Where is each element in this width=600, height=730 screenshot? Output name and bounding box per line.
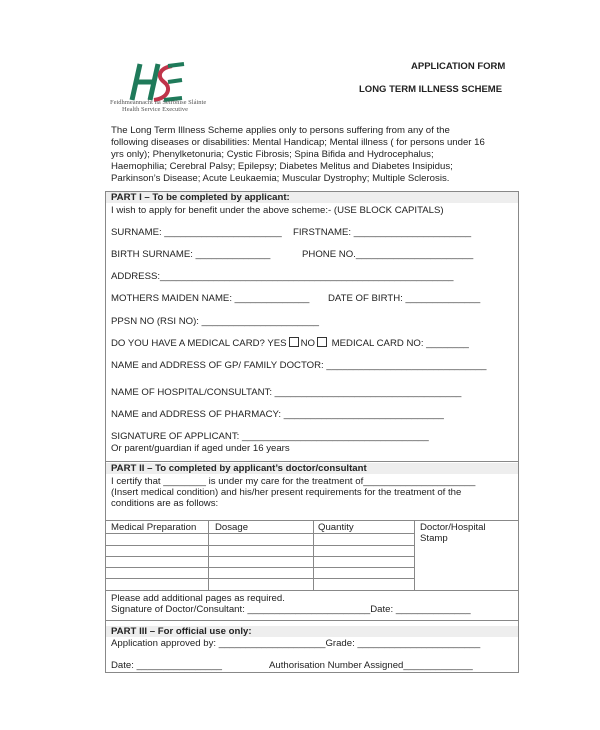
divider — [105, 461, 519, 462]
address-field[interactable]: ADDRESS:_______________________________________________________ — [111, 271, 454, 282]
date-field[interactable]: Date: ________________ — [111, 660, 222, 671]
intro-line: The Long Term Illness Scheme applies only to persons suffering from any of the — [111, 125, 450, 136]
intro-line: Parkinson’s Disease; Acute Leukaemia; Muscular Dystrophy; Multiple Sclerosis. — [111, 173, 450, 184]
intro-line: yrs only); Phenylketonuria; Cystic Fibrosis; Spina Bifida and Hydrocephalus; — [111, 149, 434, 160]
col-medical-preparation: Medical Preparation — [111, 522, 197, 533]
no-checkbox[interactable] — [317, 337, 327, 347]
authorisation-number-field[interactable]: Authorisation Number Assigned_____________ — [269, 660, 473, 671]
hospital-field[interactable]: NAME OF HOSPITAL/CONSULTANT: ___________________________________ — [111, 387, 462, 398]
medical-card-no-field[interactable]: MEDICAL CARD NO: ________ — [331, 338, 469, 349]
form-subtitle: LONG TERM ILLNESS SCHEME — [359, 84, 503, 95]
medical-card-question — [111, 337, 469, 349]
mothers-maiden-name-field[interactable]: MOTHERS MAIDEN NAME: ______________ — [111, 293, 310, 304]
logo-english-text: Health Service Executive — [122, 106, 189, 113]
birth-surname-field[interactable]: BIRTH SURNAME: ______________ — [111, 249, 271, 260]
surname-field[interactable]: SURNAME: ______________________ — [111, 227, 282, 238]
ppsn-field[interactable]: PPSN NO (RSI NO): ______________________ — [111, 316, 319, 327]
medical-card-label: DO YOU HAVE A MEDICAL CARD? YES — [111, 338, 287, 349]
pharmacy-field[interactable]: NAME and ADDRESS OF PHARMACY: ______________________________ — [111, 409, 444, 420]
additional-pages-note: Please add additional pages as required. — [111, 593, 285, 604]
col-quantity: Quantity — [318, 522, 354, 533]
part1-instruction: I wish to apply for benefit under the above scheme:- (USE BLOCK CAPITALS) — [111, 205, 444, 216]
intro-line: following diseases or disabilities: Mental Handicap; Mental illness ( for persons under 16 — [111, 137, 485, 148]
doctor-signature-field[interactable]: Signature of Doctor/Consultant: _______________________Date: ______________ — [111, 604, 471, 615]
certify-line: conditions are as follows: — [111, 498, 219, 509]
no-label: NO — [300, 338, 315, 349]
firstname-field[interactable]: FIRSTNAME: ______________________ — [293, 227, 472, 238]
intro-line: Haemophilia; Cerebral Palsy; Epilepsy; Diabetes Melitus and Diabetes Insipidus; — [111, 161, 453, 172]
phone-field[interactable]: PHONE NO.______________________ — [302, 249, 474, 260]
part2-heading: PART II – To completed by applicant’s doctor/consultant — [111, 463, 367, 474]
dob-field[interactable]: DATE OF BIRTH: ______________ — [328, 293, 481, 304]
part3-heading: PART III – For official use only: — [111, 626, 252, 637]
certify-line[interactable]: I certify that ________ is under my care for the treatment of_____________________ — [111, 476, 476, 487]
certify-line: (Insert medical condition) and his/her present requirements for the treatment of the — [111, 487, 462, 498]
logo-irish-text: Feidhmeannacht na Seirbhíse Sláinte — [110, 99, 207, 106]
col-stamp: Doctor/Hospital Stamp — [420, 522, 486, 544]
approved-by-field[interactable]: Application approved by: ____________________Grade: _______________________ — [111, 638, 481, 649]
yes-checkbox[interactable] — [289, 337, 299, 347]
part1-heading: PART I – To be completed by applicant: — [111, 192, 290, 203]
divider — [105, 620, 519, 621]
gp-field[interactable]: NAME and ADDRESS OF GP/ FAMILY DOCTOR: ______________________________ — [111, 360, 487, 371]
guardian-note: Or parent/guardian if aged under 16 years — [111, 443, 290, 454]
col-dosage: Dosage — [215, 522, 249, 533]
form-title: APPLICATION FORM — [411, 61, 506, 72]
signature-field[interactable]: SIGNATURE OF APPLICANT: ___________________________________ — [111, 431, 429, 442]
